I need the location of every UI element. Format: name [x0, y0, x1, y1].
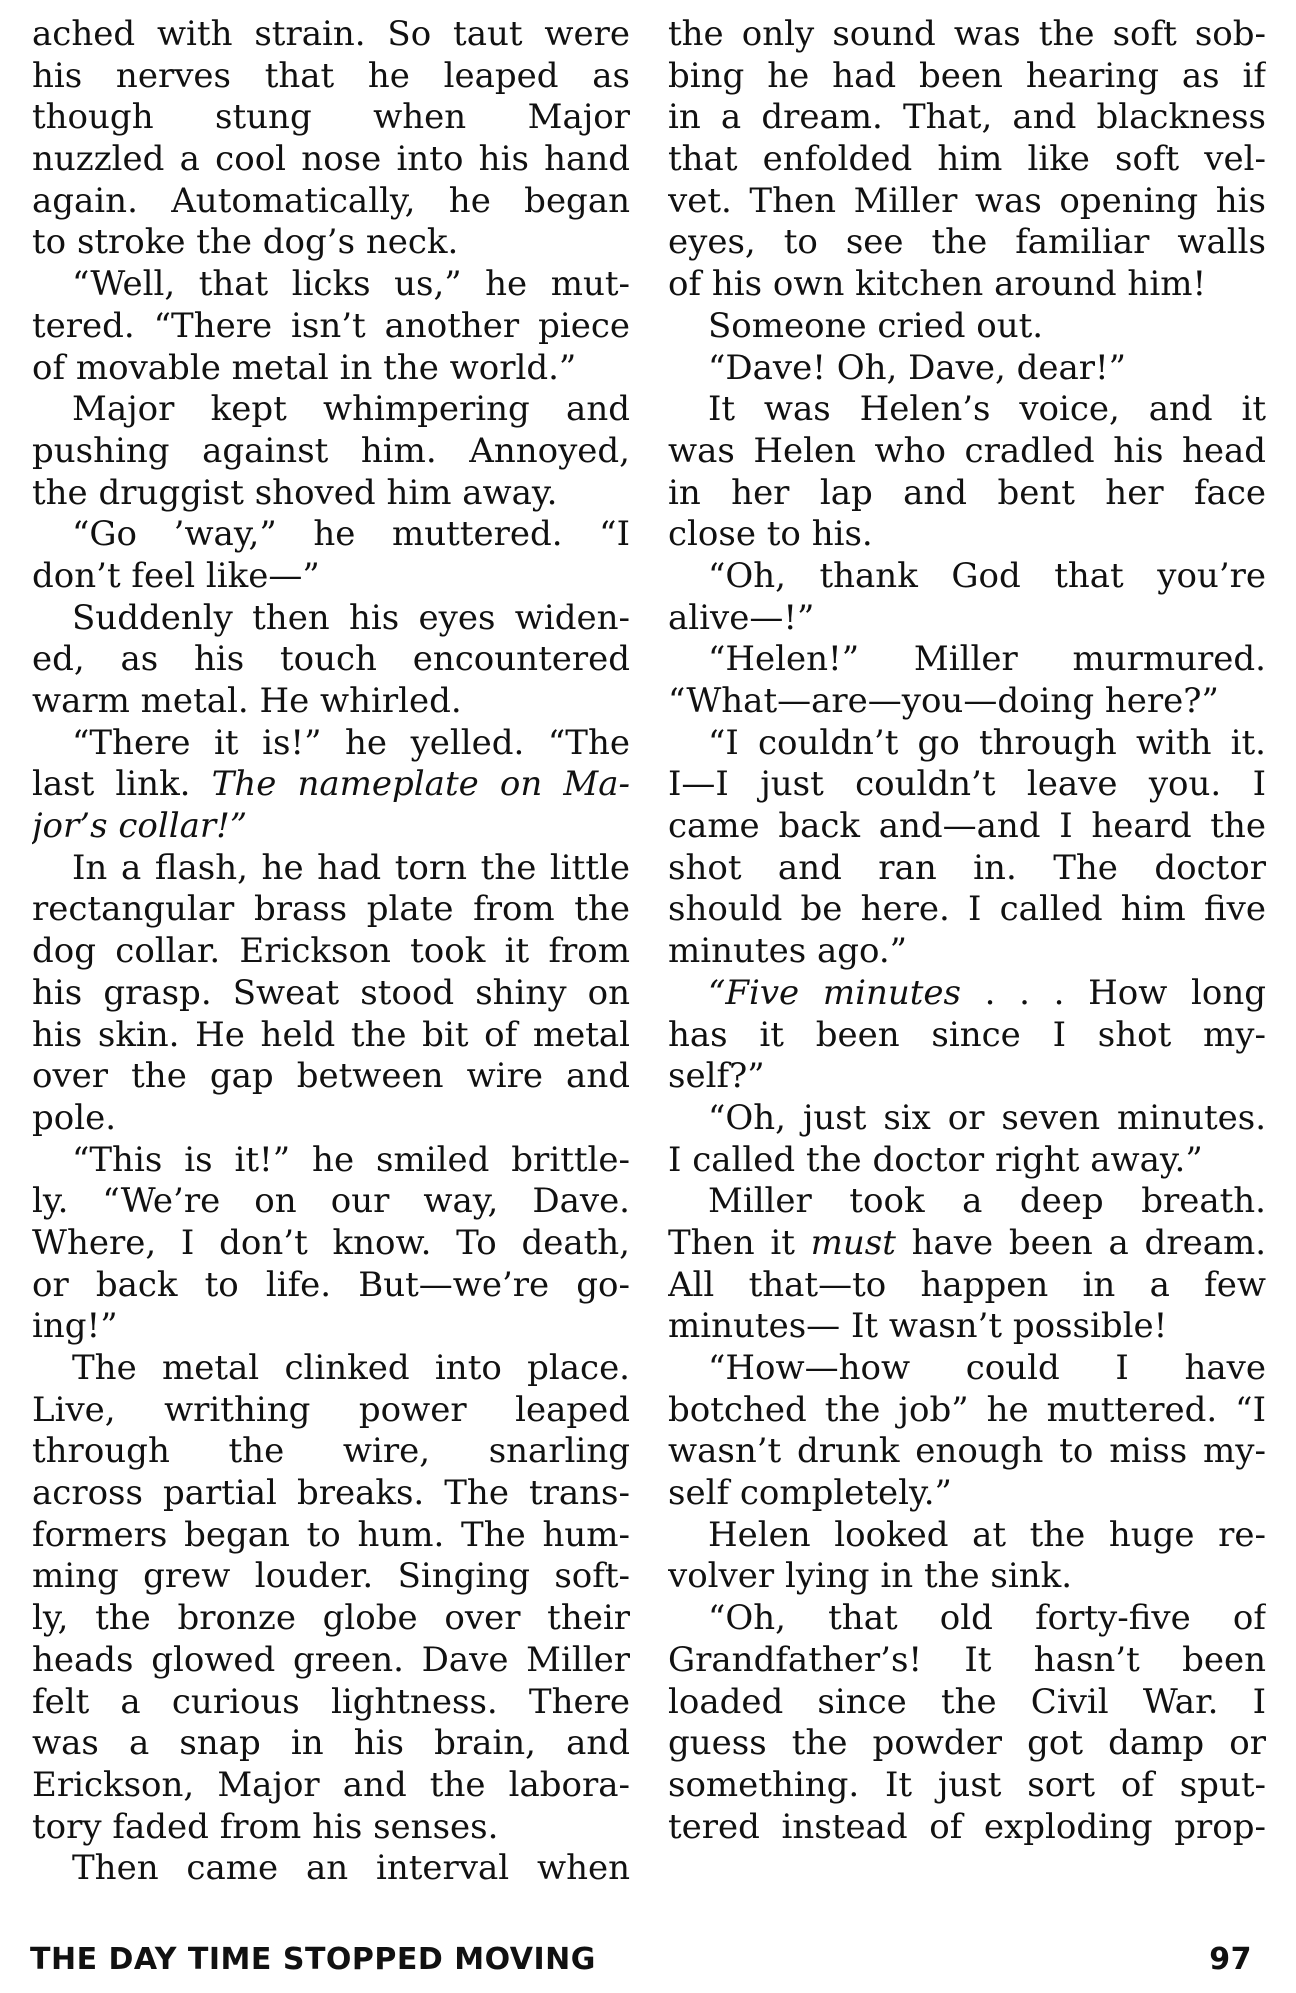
text-line: eyes, to see the familiar walls: [668, 222, 1266, 263]
text-line: warm metal. He whirled.: [32, 681, 462, 721]
text-line: close to his.: [668, 514, 873, 555]
text-line: wasn’t drunk enough to miss my-: [668, 1431, 1266, 1472]
page-number: 97: [1209, 1942, 1252, 1977]
text-line: of movable metal in the world.”: [32, 347, 577, 388]
text-line: “Go ’way,” he muttered. “I: [72, 514, 630, 555]
text-line: All that—to happen in a few: [668, 1264, 1266, 1305]
text-line: “Well, that licks us,” he mut-: [72, 264, 630, 305]
text-line: his grasp. Sweat stood shiny on: [32, 972, 630, 1013]
text-line: “This is it!” he smiled brittle-: [72, 1139, 630, 1180]
text-line: over the gap between wire and: [32, 1056, 630, 1097]
text-line: has it been since I shot my-: [668, 1014, 1266, 1055]
text-line: the only sound was the soft sob-: [668, 14, 1266, 54]
text-line: “There it is!” he yelled. “The: [72, 722, 630, 763]
text-line: heads glowed green. Dave Miller: [32, 1639, 630, 1680]
text-line: pole.: [32, 1097, 117, 1138]
text-line: Live, writhing power leaped: [32, 1389, 630, 1430]
text-line: ly. “We’re on our way, Dave.: [32, 1181, 630, 1222]
text-line: Someone cried out.: [708, 305, 1044, 346]
text-line: guess the powder got damp or: [668, 1723, 1266, 1764]
text-line: came back and—and I heard the: [668, 806, 1266, 847]
text-line: minutes— It wasn’t possible!: [668, 1306, 1168, 1347]
text-line: was Helen who cradled his head: [668, 430, 1266, 471]
text-line: was a snap in his brain, and: [32, 1723, 630, 1764]
running-title: THE DAY TIME STOPPED MOVING: [30, 1942, 596, 1977]
text-line: dog collar. Erickson took it from: [32, 931, 630, 972]
text-line: ly, the bronze globe over their: [32, 1598, 630, 1639]
text-line: ed, as his touch encountered: [32, 639, 630, 680]
text-line: botched the job” he muttered. “I: [668, 1389, 1266, 1430]
text-line: shot and ran in. The doctor: [668, 847, 1266, 888]
text-line: vet. Then Miller was opening his: [668, 180, 1266, 221]
text-line: “I couldn’t go through with it.: [708, 722, 1266, 763]
text-line: Then came an interval when: [72, 1848, 630, 1889]
text-line: ming grew louder. Singing soft-: [32, 1556, 630, 1597]
text-line: his nerves that he leaped as: [32, 55, 630, 96]
text-line: “Oh, just six or seven minutes.: [708, 1097, 1266, 1138]
text-line: bing he had been hearing as if: [668, 55, 1266, 96]
text-line: tered. “There isn’t another piece: [32, 305, 630, 346]
text-line: formers began to hum. The hum-: [32, 1514, 630, 1555]
text-line: “Five minutes . . . How long: [708, 972, 1266, 1013]
text-line: through the wire, snarling: [32, 1431, 630, 1472]
text-line: minutes ago.”: [668, 931, 908, 972]
text-line: I—I just couldn’t leave you. I: [668, 764, 1266, 805]
text-line: Miller took a deep breath.: [708, 1181, 1266, 1222]
text-line: Erickson, Major and the labora-: [32, 1764, 630, 1805]
text-line: The metal clinked into place.: [72, 1348, 630, 1388]
text-line: self?”: [668, 1056, 765, 1097]
text-line: “Oh, that old forty-five of: [708, 1598, 1266, 1639]
text-line: pushing against him. Annoyed,: [32, 430, 630, 471]
text-line: ached with strain. So taut were: [32, 14, 630, 54]
text-line: should be here. I called him five: [668, 889, 1266, 930]
text-line: nuzzled a cool nose into his hand: [32, 139, 630, 180]
right-text-column: [668, 14, 1266, 1848]
text-line: something. It just sort of sput-: [668, 1764, 1266, 1805]
text-line: to stroke the dog’s neck.: [32, 222, 459, 263]
text-line: tory faded from his senses.: [32, 1806, 499, 1847]
text-line: Helen looked at the huge re-: [708, 1514, 1266, 1555]
text-line: “Dave! Oh, Dave, dear!”: [708, 347, 1127, 388]
text-line: again. Automatically, he began: [32, 180, 630, 221]
text-line: of his own kitchen around him!: [668, 264, 1207, 305]
text-line: in her lap and bent her face: [668, 472, 1266, 513]
text-line: in a dream. That, and blackness: [668, 97, 1266, 138]
text-line: felt a curious lightness. There: [32, 1681, 630, 1722]
text-line: Major kept whimpering and: [72, 389, 630, 430]
text-line: though stung when Major: [32, 97, 630, 138]
text-line: alive—!”: [668, 597, 815, 638]
text-line: don’t feel like—”: [32, 555, 320, 596]
text-line: “Helen!” Miller murmured.: [708, 639, 1266, 680]
left-text-column: [32, 14, 630, 1890]
text-line: across partial breaks. The trans-: [32, 1473, 630, 1514]
text-line: I called the doctor right away.”: [668, 1139, 1203, 1180]
text-line: “Oh, thank God that you’re: [708, 555, 1266, 596]
text-line: last link. The nameplate on Ma-: [32, 764, 630, 805]
text-line: ing!”: [32, 1306, 118, 1347]
text-line: Where, I don’t know. To death,: [32, 1222, 630, 1263]
text-line: or back to life. But—we’re go-: [32, 1264, 630, 1305]
text-line: loaded since the Civil War. I: [668, 1681, 1266, 1722]
text-line: self completely.”: [668, 1473, 952, 1514]
text-line: Suddenly then his eyes widen-: [72, 597, 630, 638]
text-line: Grandfather’s! It hasn’t been: [668, 1639, 1266, 1680]
text-line: volver lying in the sink.: [668, 1556, 1073, 1597]
text-line: “What—are—you—doing here?”: [668, 681, 1219, 721]
text-line: Then it must have been a dream.: [668, 1222, 1266, 1263]
text-line: the druggist shoved him away.: [32, 472, 558, 513]
text-line: In a flash, he had torn the little: [72, 847, 630, 888]
text-line: rectangular brass plate from the: [32, 889, 630, 930]
text-line: his skin. He held the bit of metal: [32, 1014, 630, 1055]
text-line: that enfolded him like soft vel-: [668, 139, 1266, 180]
text-line: “How—how could I have: [708, 1348, 1266, 1388]
text-line: jor’s collar!”: [32, 806, 248, 847]
text-line: It was Helen’s voice, and it: [708, 389, 1266, 430]
text-line: tered instead of exploding prop-: [668, 1806, 1266, 1847]
